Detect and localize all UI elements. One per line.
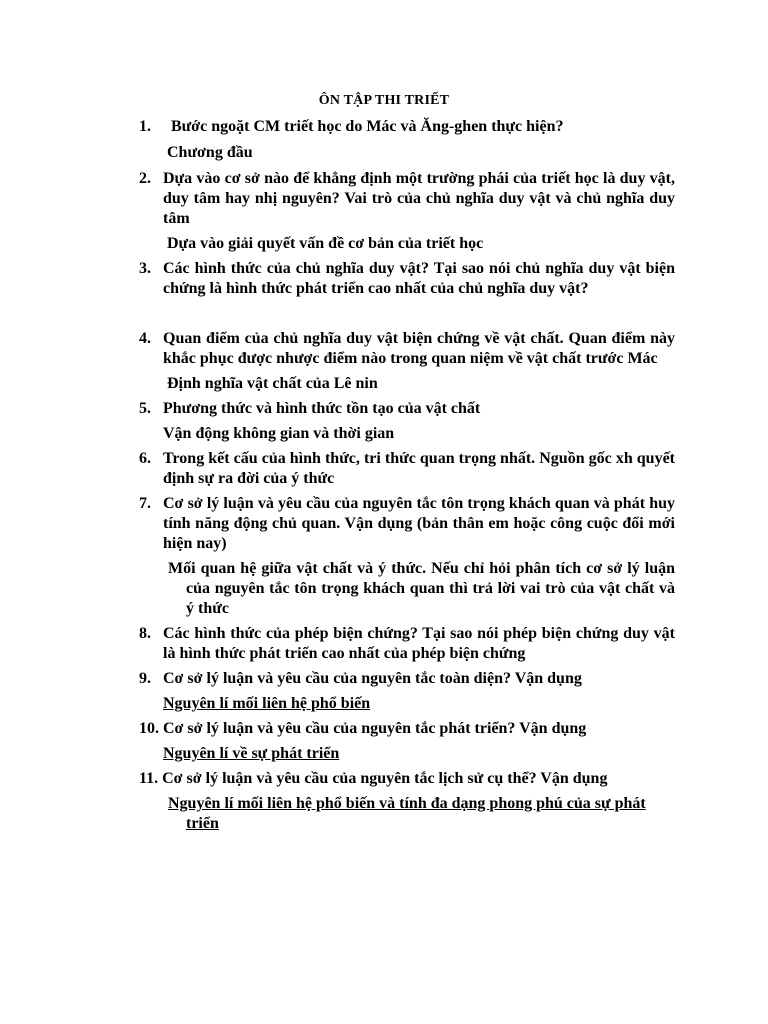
question-number: 1. bbox=[139, 118, 151, 135]
question-number: 11. bbox=[139, 770, 159, 787]
question-number: 8. bbox=[139, 625, 151, 642]
question-text: Cơ sở lý luận và yêu cầu của nguyên tắc phát triển? Vận dụng bbox=[163, 720, 587, 737]
question-text: Các hình thức của phép biện chứng? Tại sao nói phép biện chứng duy vật là hình thức phát triển cao nhất của phép biện chứng bbox=[163, 625, 675, 662]
question-9 bbox=[139, 669, 675, 689]
question-3 bbox=[139, 259, 675, 299]
question-1 bbox=[139, 117, 675, 137]
question-7 bbox=[139, 494, 675, 554]
answer-7: Mối quan hệ giữa vật chất và ý thức. Nếu chỉ hỏi phân tích cơ sở lý luận của nguyên tắc tôn trọng khách quan thì trả lời vai trò của vật chất và ý thức bbox=[168, 560, 675, 617]
question-text: Cơ sở lý luận và yêu cầu của nguyên tắc toàn diện? Vận dụng bbox=[163, 670, 582, 687]
page-title: ÔN TẬP THI TRIẾT bbox=[318, 93, 450, 108]
answer-2: Dựa vào giải quyết vấn đề cơ bản của triết học bbox=[167, 235, 484, 252]
answer-1: Chương đầu bbox=[167, 144, 253, 161]
question-number: 5. bbox=[139, 400, 151, 417]
question-text: Quan điểm của chủ nghĩa duy vật biện chứng về vật chất. Quan điểm này khắc phục được nhược điểm nào trong quan niệm về vật chất trước Mác bbox=[163, 330, 675, 367]
question-number: 2. bbox=[139, 170, 151, 187]
question-text: Dựa vào cơ sở nào để khẳng định một trường phái của triết học là duy vật, duy tâm hay nhị nguyên? Vai trò của chủ nghĩa duy vật và chủ nghĩa duy tâm bbox=[163, 170, 675, 227]
question-list bbox=[139, 117, 675, 834]
question-number: 3. bbox=[139, 260, 151, 277]
answer-11: Nguyên lí mối liên hệ phổ biến và tính đa dạng phong phú của sự phát triển bbox=[168, 795, 646, 832]
question-number: 6. bbox=[139, 450, 151, 467]
question-8 bbox=[139, 624, 675, 664]
question-number: 7. bbox=[139, 495, 151, 512]
question-number: 9. bbox=[139, 670, 151, 687]
question-text: Trong kết cấu của hình thức, tri thức quan trọng nhất. Nguồn gốc xh quyết định sự ra đời của ý thức bbox=[163, 450, 675, 487]
question-text: Các hình thức của chủ nghĩa duy vật? Tại sao nói chủ nghĩa duy vật biện chứng là hình thức phát triển cao nhất của chủ nghĩa duy vật? bbox=[163, 260, 675, 297]
question-text: Cơ sở lý luận và yêu cầu của nguyên tắc tôn trọng khách quan và phát huy tính năng động chủ quan. Vận dụng (bản thân em hoặc công cuộc đổi mới hiện nay) bbox=[163, 495, 675, 552]
question-number: 4. bbox=[139, 330, 151, 347]
question-text: Phương thức và hình thức tồn tạo của vật chất bbox=[163, 400, 481, 417]
question-4 bbox=[139, 329, 675, 369]
question-text: Bước ngoặt CM triết học do Mác và Ăng-ghen thực hiện? bbox=[171, 118, 564, 135]
answer-10: Nguyên lí về sự phát triển bbox=[163, 745, 340, 762]
question-6 bbox=[139, 449, 675, 489]
answer-5: Vận động không gian và thời gian bbox=[163, 425, 395, 442]
question-text: Cơ sở lý luận và yêu cầu của nguyên tắc lịch sử cụ thể? Vận dụng bbox=[162, 770, 608, 787]
answer-9: Nguyên lí mối liên hệ phổ biến bbox=[163, 695, 371, 712]
answer-4: Định nghĩa vật chất của Lê nin bbox=[167, 375, 378, 392]
question-11 bbox=[139, 769, 675, 789]
question-10 bbox=[139, 719, 675, 739]
question-2 bbox=[139, 169, 675, 229]
question-5 bbox=[139, 399, 675, 419]
question-number: 10. bbox=[139, 720, 159, 737]
